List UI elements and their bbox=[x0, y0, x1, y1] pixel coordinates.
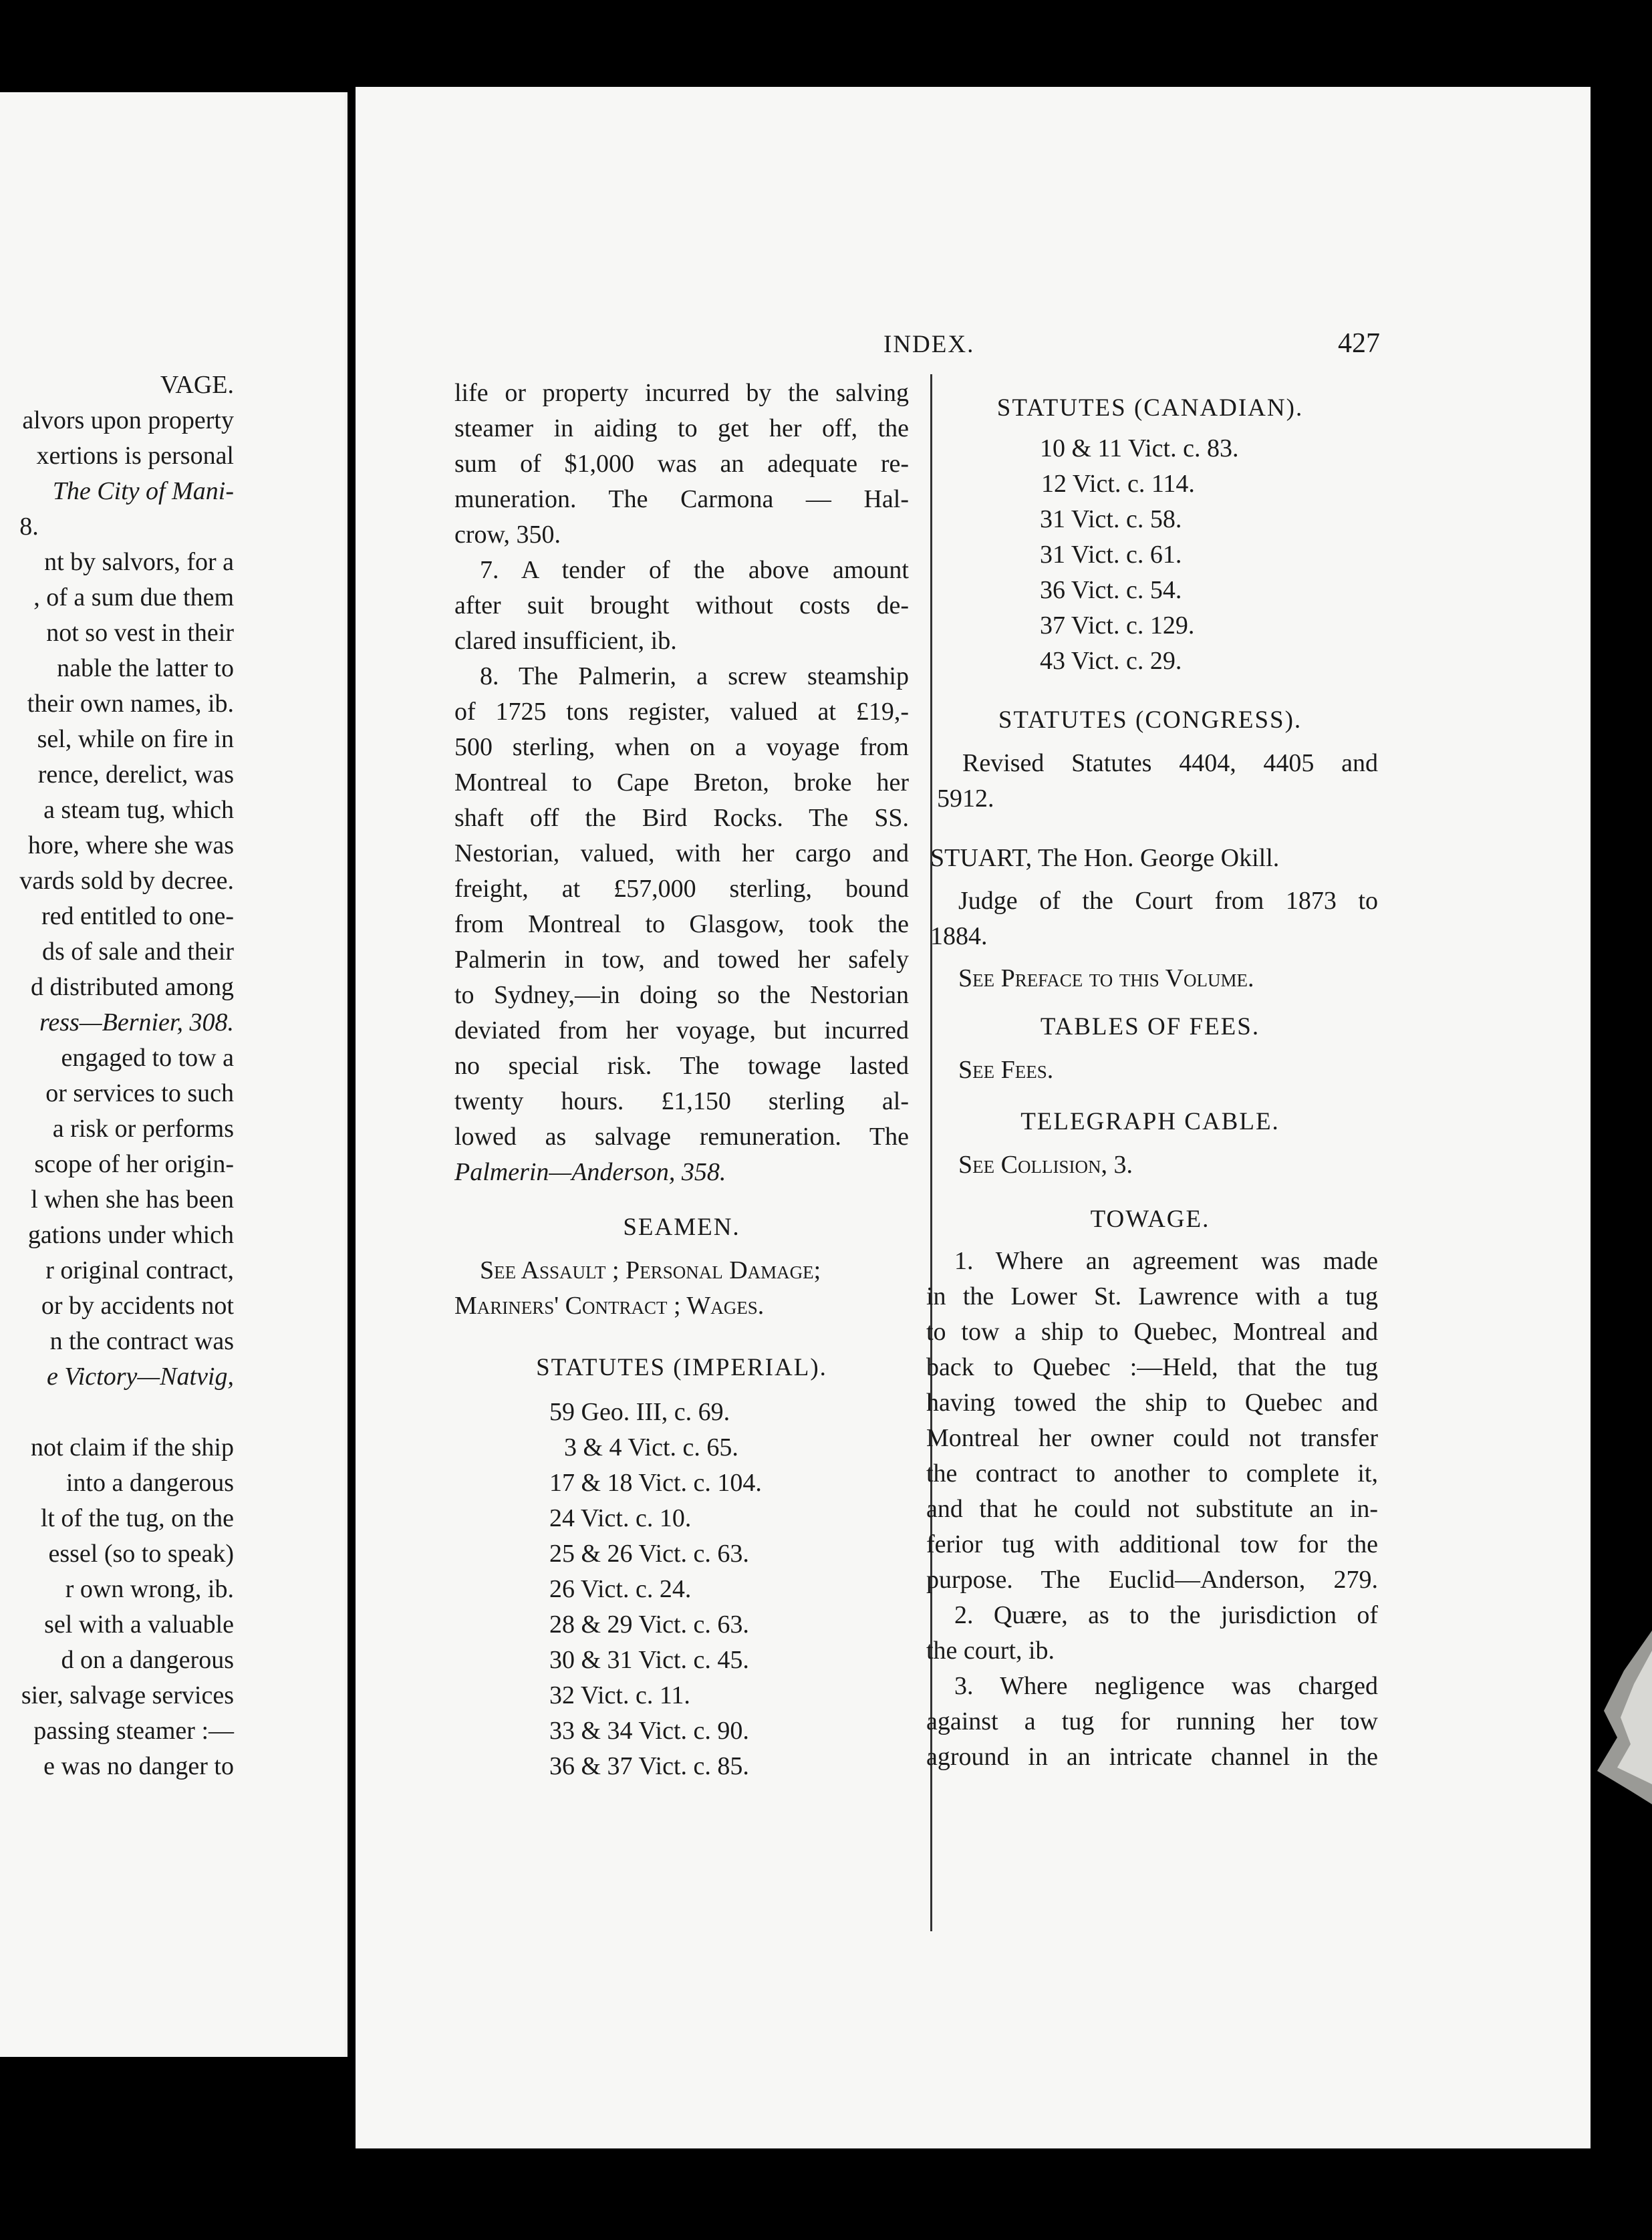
list-item: 31 Vict. c. 58. bbox=[1040, 505, 1182, 533]
running-title: INDEX. bbox=[883, 331, 975, 358]
list-item: 12 Vict. c. 114. bbox=[1041, 470, 1195, 498]
entry-telegraph-cable: See Collision, 3. bbox=[958, 1151, 1133, 1179]
entry-towage-2 bbox=[926, 1598, 1378, 1669]
entry-towage-3 bbox=[926, 1669, 1378, 1775]
text-line: 500 sterling, when on a voyage from bbox=[454, 733, 909, 761]
left-line: essel (so to speak) bbox=[48, 1540, 234, 1568]
text-line: Montreal to Cape Breton, broke her bbox=[454, 768, 909, 797]
index-page bbox=[356, 87, 1591, 2148]
text-line: ferior tug with additional tow for the bbox=[926, 1530, 1378, 1558]
heading-seamen: SEAMEN. bbox=[623, 1214, 740, 1241]
text-line: from Montreal to Glasgow, took the bbox=[454, 910, 909, 938]
left-line: not so vest in their bbox=[46, 619, 234, 647]
heading-statutes-imperial: STATUTES (IMPERIAL). bbox=[536, 1354, 827, 1381]
left-line: into a dangerous bbox=[65, 1469, 234, 1497]
text-line: after suit brought without costs de- bbox=[454, 591, 909, 619]
list-item: 26 Vict. c. 24. bbox=[549, 1575, 692, 1603]
text-line: Judge of the Court from 1873 to bbox=[958, 887, 1378, 915]
entry-towage-1 bbox=[926, 1244, 1378, 1598]
text-line: 5912. bbox=[937, 785, 994, 813]
text-line: See Preface to this Volume. bbox=[958, 964, 1254, 992]
text-line: 2. Quære, as to the jurisdiction of bbox=[954, 1601, 1378, 1629]
text-line: to tow a ship to Quebec, Montreal and bbox=[926, 1318, 1378, 1346]
entry-stuart bbox=[930, 883, 1378, 996]
left-line: red entitled to one- bbox=[41, 902, 234, 930]
left-line: lt of the tug, on the bbox=[40, 1504, 234, 1532]
index-column-right bbox=[920, 391, 1381, 1775]
text-line: no special risk. The towage lasted bbox=[454, 1052, 909, 1080]
text-line: Nestorian, valued, with her cargo and bbox=[454, 839, 909, 867]
left-line: nt by salvors, for a bbox=[44, 548, 234, 576]
text-line: deviated from her voyage, but incurred bbox=[454, 1016, 909, 1044]
heading-tables-of-fees: TABLES OF FEES. bbox=[1040, 1013, 1260, 1040]
text-line: 3. Where negligence was charged bbox=[954, 1672, 1378, 1700]
left-line: d distributed among bbox=[31, 973, 234, 1001]
entry-continuation bbox=[454, 376, 909, 553]
list-statutes-canadian bbox=[1040, 431, 1501, 679]
left-line: sel, while on fire in bbox=[37, 725, 234, 753]
text-line: 1. Where an agreement was made bbox=[954, 1247, 1378, 1275]
text-line: purpose. The Euclid—Anderson, 279. bbox=[926, 1566, 1378, 1594]
left-line: The City of Mani- bbox=[52, 477, 234, 505]
list-item: 3 & 4 Vict. c. 65. bbox=[564, 1433, 738, 1461]
left-line: n the contract was bbox=[49, 1327, 234, 1355]
text-line: freight, at £57,000 sterling, bound bbox=[454, 875, 909, 903]
text-line: sum of $1,000 was an adequate re- bbox=[454, 450, 909, 478]
text-line: aground in an intricate channel in the bbox=[926, 1743, 1378, 1771]
left-page-text bbox=[19, 368, 234, 1784]
heading-statutes-congress: STATUTES (CONGRESS). bbox=[998, 706, 1302, 734]
list-item: 36 Vict. c. 54. bbox=[1040, 576, 1182, 604]
list-item: 43 Vict. c. 29. bbox=[1040, 647, 1182, 675]
left-line: passing steamer :— bbox=[33, 1717, 234, 1745]
left-line: a risk or performs bbox=[52, 1115, 234, 1143]
text-line: steamer in aiding to get her off, the bbox=[454, 414, 909, 442]
left-line: sel with a valuable bbox=[44, 1611, 234, 1639]
text-line: life or property incurred by the salving bbox=[454, 379, 909, 407]
text-line: the court, ib. bbox=[926, 1637, 1055, 1665]
text-line: back to Quebec :—Held, that the tug bbox=[926, 1353, 1378, 1381]
left-line: ds of sale and their bbox=[41, 938, 234, 966]
entry-seamen bbox=[454, 1253, 909, 1324]
left-line: ress—Bernier, 308. bbox=[39, 1008, 234, 1036]
left-line: vards sold by decree. bbox=[19, 867, 234, 895]
left-line: or by accidents not bbox=[41, 1292, 234, 1320]
heading-stuart: STUART, The Hon. George Okill. bbox=[930, 844, 1280, 872]
heading-towage: TOWAGE. bbox=[1090, 1206, 1210, 1233]
text-line: Montreal her owner could not transfer bbox=[926, 1424, 1378, 1452]
list-item: 31 Vict. c. 61. bbox=[1040, 541, 1182, 569]
left-line: 8. bbox=[19, 513, 39, 541]
text-line: muneration. The Carmona — Hal- bbox=[454, 485, 909, 513]
entry-item-8 bbox=[454, 659, 909, 1190]
text-line: lowed as salvage remuneration. The bbox=[454, 1123, 909, 1151]
left-line: their own names, ib. bbox=[27, 690, 234, 718]
text-line: against a tug for running her tow bbox=[926, 1707, 1378, 1735]
list-item: 59 Geo. III, c. 69. bbox=[549, 1398, 730, 1426]
text-line: in the Lower St. Lawrence with a tug bbox=[926, 1282, 1378, 1310]
text-line: crow, 350. bbox=[454, 521, 561, 549]
left-line: engaged to tow a bbox=[61, 1044, 234, 1072]
left-line: e Victory—Natvig, bbox=[46, 1363, 234, 1391]
left-line: or services to such bbox=[45, 1079, 234, 1107]
text-line: Revised Statutes 4404, 4405 and bbox=[962, 749, 1378, 777]
left-line: xertions is personal bbox=[36, 442, 234, 470]
text-line: 1884. bbox=[930, 922, 988, 950]
left-line: VAGE. bbox=[160, 371, 234, 399]
text-line: clared insufficient, ib. bbox=[454, 627, 677, 655]
text-line: having towed the ship to Quebec and bbox=[926, 1389, 1378, 1417]
text-line: and that he could not substitute an in- bbox=[926, 1495, 1378, 1523]
list-item: 37 Vict. c. 129. bbox=[1040, 611, 1195, 640]
left-line: rence, derelict, was bbox=[37, 760, 234, 789]
text-line: the contract to another to complete it, bbox=[926, 1459, 1378, 1488]
list-item: 24 Vict. c. 10. bbox=[549, 1504, 692, 1532]
left-line bbox=[19, 1395, 234, 1430]
list-item: 30 & 31 Vict. c. 45. bbox=[549, 1646, 749, 1674]
page-number: 427 bbox=[1338, 328, 1380, 359]
text-line: Palmerin in tow, and towed her safely bbox=[454, 946, 909, 974]
text-line: shaft off the Bird Rocks. The SS. bbox=[454, 804, 909, 832]
text-line: See Assault ; Personal Damage; bbox=[480, 1256, 821, 1284]
text-line: of 1725 tons register, valued at £19,- bbox=[454, 698, 909, 726]
index-column-left bbox=[454, 376, 909, 1784]
left-line: scope of her origin- bbox=[34, 1150, 234, 1178]
entry-statutes-congress bbox=[937, 746, 1378, 817]
left-page-fragment bbox=[0, 92, 348, 2057]
list-item: 32 Vict. c. 11. bbox=[549, 1681, 690, 1709]
text-line: 7. A tender of the above amount bbox=[480, 556, 909, 584]
list-item: 17 & 18 Vict. c. 104. bbox=[549, 1469, 762, 1497]
list-item: 36 & 37 Vict. c. 85. bbox=[549, 1752, 749, 1780]
left-line: a steam tug, which bbox=[43, 796, 234, 824]
left-line: not claim if the ship bbox=[31, 1433, 234, 1461]
left-line: l when she has been bbox=[31, 1185, 234, 1214]
left-line: sier, salvage services bbox=[21, 1681, 234, 1709]
heading-telegraph-cable: TELEGRAPH CABLE. bbox=[1020, 1108, 1280, 1135]
left-line: r own wrong, ib. bbox=[65, 1575, 234, 1603]
list-item: 33 & 34 Vict. c. 90. bbox=[549, 1717, 749, 1745]
list-item: 10 & 11 Vict. c. 83. bbox=[1040, 434, 1239, 462]
left-line: alvors upon property bbox=[22, 406, 234, 434]
list-item: 25 & 26 Vict. c. 63. bbox=[549, 1540, 749, 1568]
text-line: twenty hours. £1,150 sterling al- bbox=[454, 1087, 909, 1115]
text-line: Palmerin—Anderson, 358. bbox=[454, 1158, 726, 1186]
left-line: r original contract, bbox=[45, 1256, 234, 1284]
text-line: to Sydney,—in doing so the Nestorian bbox=[454, 981, 909, 1009]
entry-tables-of-fees: See Fees. bbox=[958, 1056, 1054, 1084]
text-line: Mariners' Contract ; Wages. bbox=[454, 1292, 765, 1320]
entry-item-7 bbox=[454, 553, 909, 659]
text-line: 8. The Palmerin, a screw steamship bbox=[480, 662, 909, 690]
left-line: e was no danger to bbox=[43, 1752, 234, 1780]
left-line: hore, where she was bbox=[27, 831, 234, 859]
left-line: nable the latter to bbox=[57, 654, 234, 682]
list-item: 28 & 29 Vict. c. 63. bbox=[549, 1611, 749, 1639]
left-line: d on a dangerous bbox=[61, 1646, 234, 1674]
left-line: gations under which bbox=[27, 1221, 234, 1249]
left-line: , of a sum due them bbox=[33, 583, 234, 611]
heading-statutes-canadian: STATUTES (CANADIAN). bbox=[996, 394, 1304, 422]
paper-scrap bbox=[1597, 1631, 1652, 1804]
